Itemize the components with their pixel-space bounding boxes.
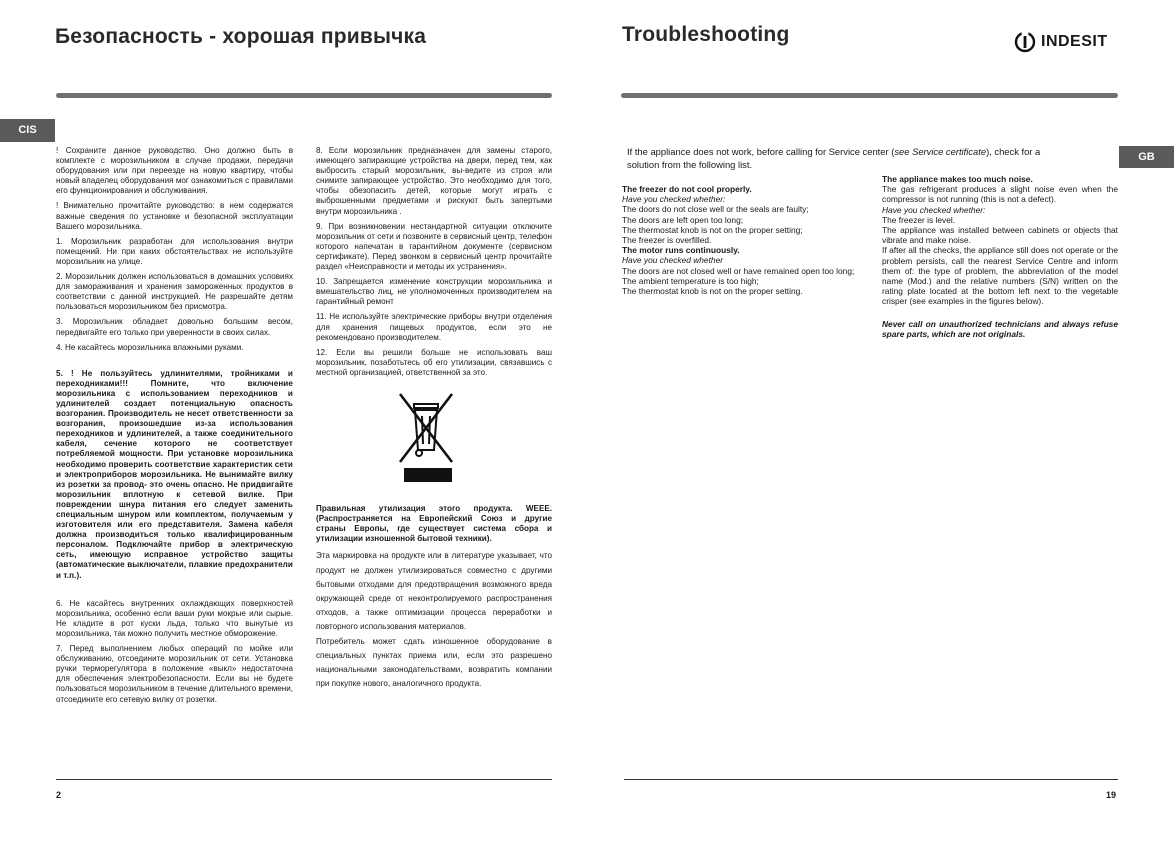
paragraph: 7. Перед выполнением любых операций по мойке или обслуживанию, отсоедините морозильник от сети. Установка ручки терморегулятора в положение «выкл» недостаточна для обеспечения электробезопасности. Если вы не будете пользоваться морозильником в течение длительного времени, отсоедините его сетевую вилку от розетки. [56,644,293,704]
indesit-power-logo-icon [1014,31,1036,53]
paragraph: 1. Морозильник разработан для использования внутри помещений. Ни при каких обстоятельствах не используйте морозильник на улице. [56,236,293,266]
intro-text-italic: see Service certificate [894,146,987,157]
right-header-bar [621,93,1118,98]
paragraph: The doors do not close well or the seals are faulty; [622,204,809,215]
left-page-number: 2 [56,790,62,800]
troubleshooting-intro [627,146,1057,171]
paragraph: The motor runs continuously. [622,245,740,256]
paragraph: The doors are not closed well or have remained open too long; [622,265,855,276]
weee-icon [398,392,454,484]
paragraph: ! Сохраните данное руководство. Оно должно быть в комплекте с морозильником в случае продажи, передачи оборудования или при переезде на новую квартиру, чтобы новый владелец оборудования мог ознакомиться с правилами его функционирования и обслуживания. [56,146,293,196]
paragraph: Have you checked whether: [882,204,986,215]
paragraph: The thermostat knob is not on the proper setting; [622,224,803,235]
left-header-bar [56,93,552,98]
paragraph: The ambient temperature is too high; [622,275,759,286]
cis-language-tab: CIS [0,119,55,142]
paragraph: 6. Не касайтесь внутренних охлаждающих поверхностей морозильника, особенно если ваши руки мокрые или сырые. Не кладите в рот куски льда, только что вынутые из морозильника, так можно получить местное обморожение. [56,598,293,638]
paragraph: 10. Запрещается изменение конструкции морозильника и вмешательство лиц, не уполномоченных производителем на гарантийный ремонт [316,277,552,307]
paragraph: 12. Если вы решили больше не использовать ваш морозильник, позаботьтесь об его утилизации, связавшись с местной организацией, ответственной за это. [316,347,552,377]
paragraph: The appliance was installed between cabinets or objects that vibrate and make noise. [882,225,1118,246]
paragraph: 4. Не касайтесь морозильника влажными руками. [56,342,244,352]
right-column-2 [882,174,1118,339]
paragraph: The appliance makes too much noise. [882,174,1033,184]
left-page-title: Безопасность - хорошая привычка [55,25,427,48]
paragraph: The freezer is overfilled. [622,235,712,246]
paragraph: The doors are left open too long; [622,214,744,225]
paragraph: 8. Если морозильник предназначен для замены старого, имеющего запирающие устройства на двери, перед тем, как выбросить старый морозильник, вы-ведите из строя или снимите запирающее устройство. Это необходимо для того, чтобы обезопасить детей, которые могут играть с выброшенными предметами и рискуют быть запертыми внутри морозильника . [316,146,552,216]
extension-cord-warning: 5. ! Не пользуйтесь удлинителями, тройниками и переходниками!!! Помните, что включение морозильника с использованием переходников и удлинителей создает потенциальную опасность возгорания. Производитель не несет ответственности за возгорания, произошедшие из-за использования переходников и удлинителей, а также соединительного кабеля, сечение которого не соответствует потребляемой мощности. При установке морозильника необходимо проверить соответствие характеристик сети и электроприборов морозильника. Не вынимайте вилку из розетки за провод- это очень опасно. Не придвигайте морозильник вплотную к сетевой вилке. При повреждении шнура питания его следует заменить специальным шнуром или комплектом, получаемым у изготовителя или его представителя. Замена кабеля должна производиться только квалифицированным персоналом. Подключайте прибор в электрическую сеть, имеющую исправное устройство защиты (автоматические выключатели, плавкие предохранители и т.п.). [56,368,293,580]
paragraph: Потребитель может сдать изношенное оборудование в специальных пунктах приема или, если это разрешено национальными законодательствами, возвратить компании при покупке нового, аналогичного продукта. [316,636,552,689]
right-page-number: 19 [1106,790,1117,800]
left-column-1 [56,146,293,710]
intro-text-start: If the appliance does not work, before calling for Service center ( [627,146,895,157]
right-footer-rule [624,779,1118,780]
paragraph: If after all the checks, the appliance still does not operate or the problem persists, call the nearest Service Centre and inform them of: the type of problem, the abbreviation of the model name (Mod.) and the relative numbers (S/N) written on the rating plate located at the bottom left next to the vegetable crisper (see examples in the figures below). [882,245,1118,307]
brand-logo [1014,31,1108,53]
weee-section [316,504,552,691]
weee-heading: Правильная утилизация этого продукта. WEEE. (Распространяется на Европейский Союз и другие страны Европы, где существует система сбора и утилизации изношенной бытовой техники). [316,504,552,544]
unauthorized-technician-warning: Never call on unauthorized technicians and always refuse spare parts, which are not originals. [882,318,1118,339]
paragraph: Эта маркировка на продукте или в литературе указывает, что продукт не должен утилизироваться совместно с другими бытовыми отходами для предотвращения возможного вреда окружающей среде от неконтролируемого распространения отходов, а также оптимизации процесса переработки и повторного использования материалов. [316,551,552,632]
brand-name: INDESIT [1041,33,1108,50]
paragraph: The freezer is level. [882,214,956,225]
right-page-title: Troubleshooting [622,23,790,46]
paragraph: 9. При возникновении нестандартной ситуации отключите морозильник от сети и позвоните в сервисный центр, телефон которого напечатан в гарантийном документе (сервисном сертификате). Перед звонком в сервисный центр прочитайте раздел «Неисправности и методы их устранения». [316,221,552,272]
intro-text-end: ), check for a solution from the following list. [627,146,1041,170]
left-footer-rule [56,779,552,780]
paragraph: ! Внимательно прочитайте руководство: в нем содержатся важные сведения по установке и безопасной эксплуатации Вашего морозильника. [56,201,293,231]
paragraph: The thermostat knob is not on the proper setting. [622,286,803,297]
paragraph: 11. Не используйте электрические приборы внутри отделения для хранения пищевых продуктов, если это не рекомендовано производителем. [316,312,552,342]
right-column-1 [622,184,858,296]
gb-language-tab: GB [1119,146,1174,168]
paragraph: Have you checked whether: [622,194,726,205]
paragraph: 2. Морозильник должен использоваться в домашних условиях для замораживания и хранения замороженных продуктов в соответствии с данной инструкцией. Не разрешайте детям пользоваться морозильником без присмотра. [56,272,293,312]
paragraph: The freezer do not cool properly. [622,184,752,194]
left-column-2 [316,146,552,383]
paragraph: The gas refrigerant produces a slight noise even when the compressor is not running (this is not a defect). [882,184,1118,205]
paragraph: Have you checked whether [622,255,724,266]
paragraph: 3. Морозильник обладает довольно большим весом, передвигайте его только при уверенности в своих силах. [56,317,293,337]
